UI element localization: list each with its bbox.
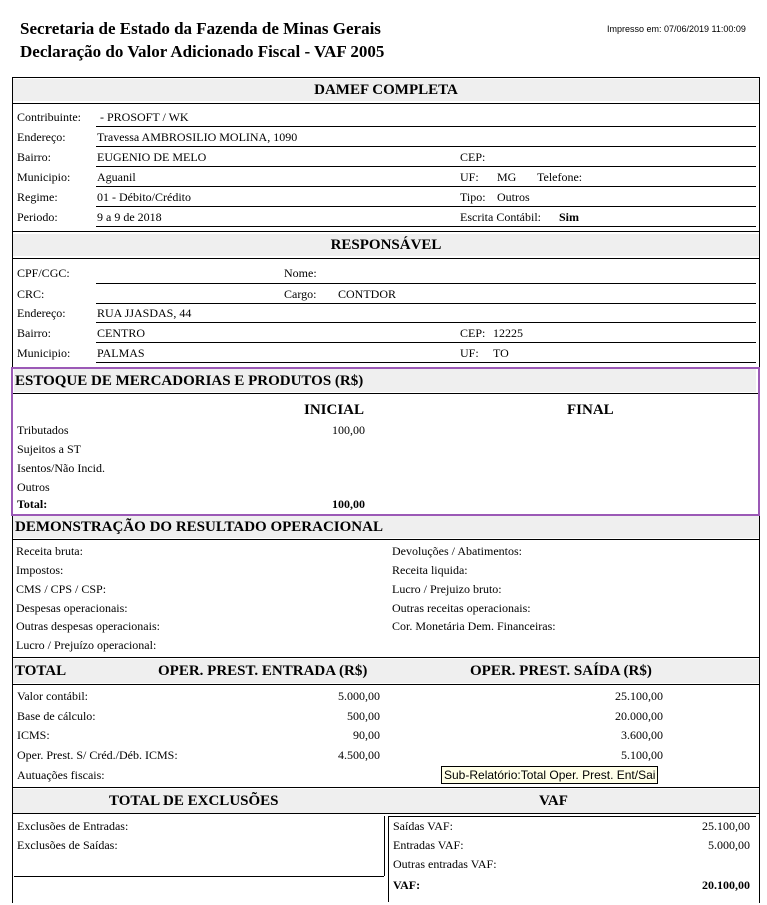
resp-bairro-label: Bairro: (17, 326, 51, 340)
escrita-label: Escrita Contábil: (460, 210, 541, 224)
section-responsavel-title: RESPONSÁVEL (13, 234, 759, 256)
section-total-title: TOTAL (15, 663, 67, 679)
tipo-value: Outros (497, 190, 530, 204)
estoque-row-label: Tributados (17, 423, 69, 437)
estoque-final-header: FINAL (567, 402, 614, 418)
resp-cep-value: 12225 (493, 326, 523, 340)
bairro-value: EUGENIO DE MELO (97, 150, 207, 164)
vaf-row-value: 25.100,00 (702, 819, 750, 833)
municipio-value: Aguanil (97, 170, 136, 184)
cargo-value: CONTDOR (338, 287, 397, 301)
estoque-inicial-header: INICIAL (304, 402, 365, 418)
crc-label: CRC: (17, 287, 45, 301)
vaf-row-label: Outras entradas VAF: (393, 857, 497, 871)
nome-label: Nome: (284, 266, 317, 280)
demo-left-item: Receita bruta: (16, 544, 83, 558)
frame-top (12, 77, 759, 78)
cep-label: CEP: (460, 150, 486, 164)
total-row-label: Base de cálculo: (17, 709, 96, 723)
demo-right-item: Devoluções / Abatimentos: (392, 544, 522, 558)
header-title-line2: Declaração do Valor Adicionado Fiscal - VAF 2005 (20, 42, 385, 61)
resp-endereco-label: Endereço: (17, 306, 66, 320)
vaf-total-value: 20.100,00 (702, 878, 750, 892)
demo-right-item: Lucro / Prejuizo bruto: (392, 582, 502, 596)
periodo-label: Periodo: (17, 210, 58, 224)
total-row-label: Oper. Prest. S/ Créd./Déb. ICMS: (17, 748, 178, 762)
subreport-tooltip: Sub-Relatório:Total Oper. Prest. Ent/Sai (441, 766, 658, 784)
resp-bairro-value: CENTRO (97, 326, 145, 340)
vaf-total-label: VAF: (393, 878, 421, 892)
total-row-entrada: 5.000,00 (338, 689, 380, 703)
estoque-total-label: Total: (17, 497, 48, 511)
resp-cep-label: CEP: (460, 326, 486, 340)
resp-endereco-value: RUA JJASDAS, 44 (97, 306, 192, 320)
total-row-label: Autuações fiscais: (17, 768, 105, 782)
vaf-row-label: Saídas VAF: (393, 819, 453, 833)
demo-right-item: Outras receitas operacionais: (392, 601, 531, 615)
uf-value: MG (497, 170, 517, 184)
header-title-line1: Secretaria de Estado da Fazenda de Minas Gerais (20, 19, 381, 38)
section-estoque-title: ESTOQUE DE MERCADORIAS E PRODUTOS (R$) (15, 373, 364, 389)
demo-right-item: Cor. Monetária Dem. Financeiras: (392, 619, 556, 633)
total-row-saida: 3.600,00 (621, 728, 663, 742)
demo-left-item: Impostos: (16, 563, 64, 577)
printed-timestamp: Impresso em: 07/06/2019 11:00:09 (607, 24, 746, 34)
total-row-entrada: 90,00 (353, 728, 380, 742)
exclusao-row: Exclusões de Entradas: (17, 819, 129, 833)
demo-left-item: CMS / CPS / CSP: (16, 582, 107, 596)
demo-right-item: Receita liquida: (392, 563, 468, 577)
demo-left-item: Despesas operacionais: (16, 601, 128, 615)
total-row-saida: 25.100,00 (615, 689, 663, 703)
periodo-value: 9 a 9 de 2018 (97, 210, 162, 224)
estoque-row-label: Isentos/Não Incid. (17, 461, 105, 475)
total-entrada-header: OPER. PREST. ENTRADA (R$) (158, 663, 368, 679)
resp-municipio-label: Municipio: (17, 346, 71, 360)
tipo-label: Tipo: (460, 190, 486, 204)
bairro-label: Bairro: (17, 150, 51, 164)
total-row-entrada: 4.500,00 (338, 748, 380, 762)
section-exclusoes-title: TOTAL DE EXCLUSÕES (109, 793, 279, 809)
total-row-saida: 5.100,00 (621, 748, 663, 762)
endereco-value: Travessa AMBROSILIO MOLINA, 1090 (97, 130, 298, 144)
contribuinte-value: - PROSOFT / WK (100, 110, 189, 124)
vaf-row-value: 5.000,00 (708, 838, 750, 852)
total-saida-header: OPER. PREST. SAÍDA (R$) (470, 663, 652, 679)
escrita-value: Sim (559, 210, 580, 224)
demo-left-item: Outras despesas operacionais: (16, 619, 160, 633)
total-row-entrada: 500,00 (347, 709, 380, 723)
vaf-row-label: Entradas VAF: (393, 838, 464, 852)
demo-left-item: Lucro / Prejuízo operacional: (16, 638, 157, 652)
municipio-label: Municipio: (17, 170, 71, 184)
section-damef-title: DAMEF COMPLETA (13, 79, 759, 101)
estoque-row-inicial: 100,00 (332, 423, 365, 437)
uf-label: UF: (460, 170, 479, 184)
resp-uf-value: TO (493, 346, 509, 360)
total-row-saida: 20.000,00 (615, 709, 663, 723)
contribuinte-label: Contribuinte: (17, 110, 81, 124)
resp-uf-label: UF: (460, 346, 479, 360)
resp-municipio-value: PALMAS (97, 346, 145, 360)
cpf-label: CPF/CGC: (17, 266, 70, 280)
telefone-label: Telefone: (537, 170, 583, 184)
section-demonstracao-title: DEMONSTRAÇÃO DO RESULTADO OPERACIONAL (15, 519, 383, 535)
estoque-row-label: Outros (17, 480, 50, 494)
section-vaf-title: VAF (539, 793, 568, 809)
regime-value: 01 - Débito/Crédito (97, 190, 191, 204)
estoque-total-inicial: 100,00 (332, 497, 365, 511)
exclusao-row: Exclusões de Saídas: (17, 838, 118, 852)
estoque-row-label: Sujeitos a ST (17, 442, 82, 456)
regime-label: Regime: (17, 190, 58, 204)
cargo-label: Cargo: (284, 287, 317, 301)
total-row-label: Valor contábil: (17, 689, 88, 703)
total-row-label: ICMS: (17, 728, 50, 742)
endereco-label: Endereço: (17, 130, 66, 144)
